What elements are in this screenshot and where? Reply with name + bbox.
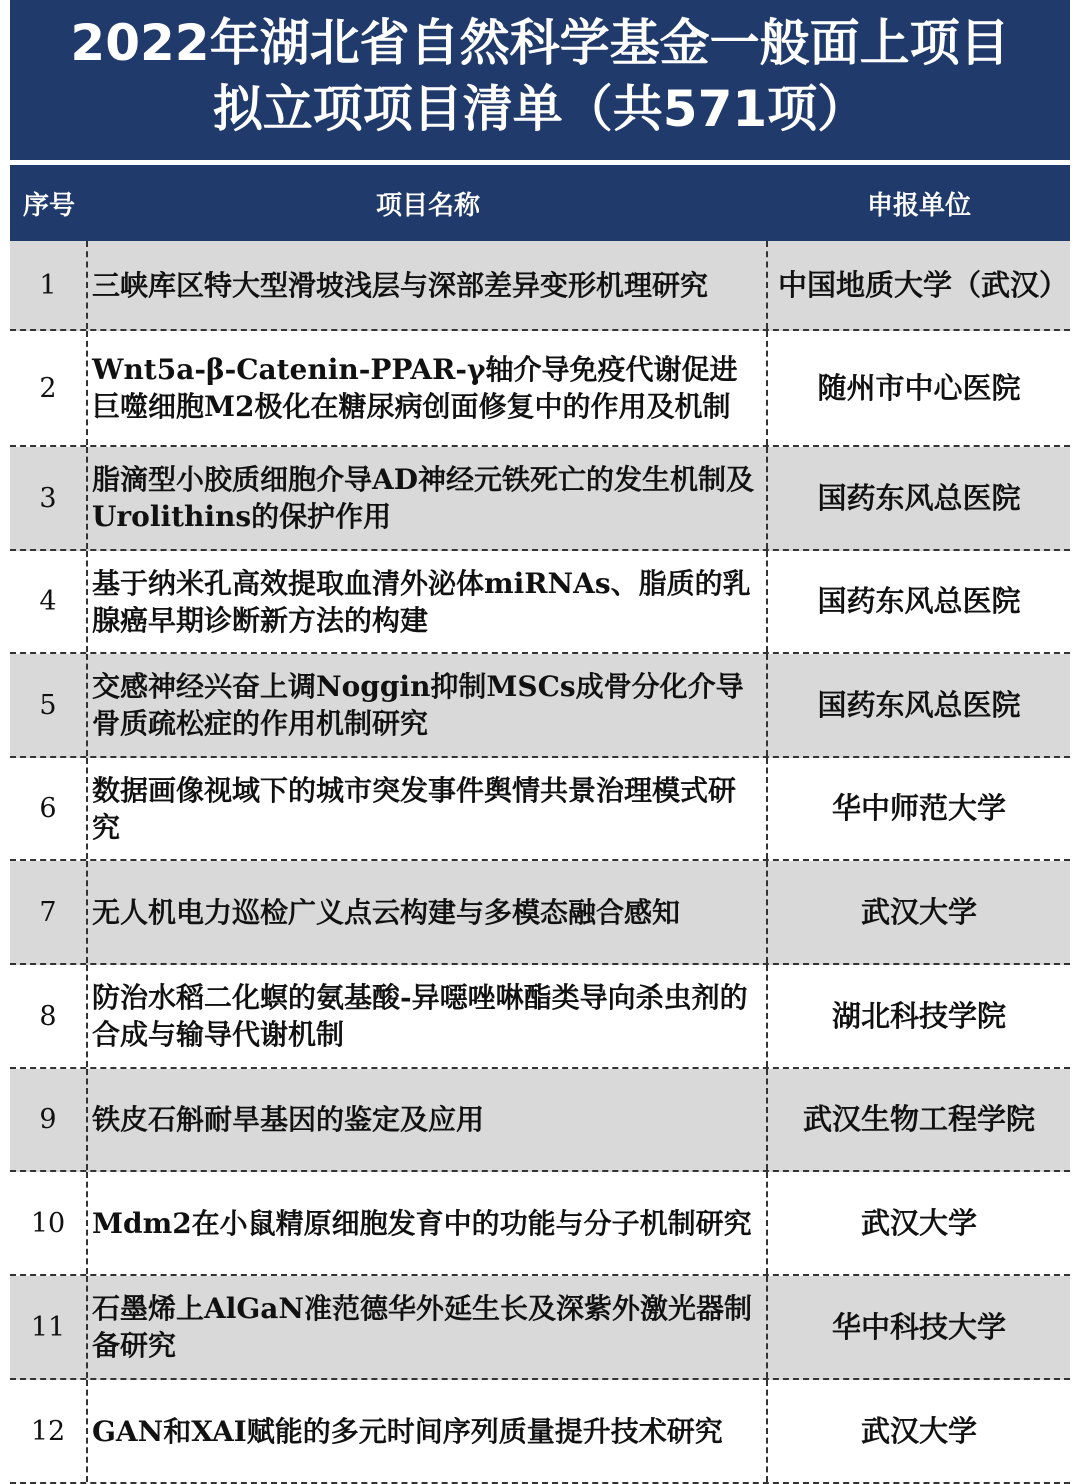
applicant-unit: 华中科技大学 (831, 1309, 1006, 1344)
row-number: 7 (10, 861, 88, 963)
table-row (10, 447, 1070, 551)
applicant-unit: 中国地质大学（武汉） (778, 267, 1069, 302)
table-row (10, 654, 1070, 758)
applicant-unit: 武汉生物工程学院 (802, 1102, 1035, 1136)
header-project-name: 项目名称 (375, 190, 480, 221)
row-number: 9 (10, 1069, 88, 1170)
project-name: 数据画像视域下的城市突发事件舆情共景治理模式研究 (88, 758, 768, 859)
table-row (10, 861, 1070, 965)
project-name: GAN和XAI赋能的多元时间序列质量提升技术研究 (88, 1380, 768, 1482)
title-line-1: 2022年湖北省自然科学基金一般面上项目 (70, 14, 1010, 72)
row-number: 11 (10, 1276, 88, 1378)
project-name: 防治水稻二化螟的氨基酸-异噁唑啉酯类导向杀虫剂的合成与输导代谢机制 (88, 965, 768, 1067)
project-name: 铁皮石斛耐旱基因的鉴定及应用 (88, 1069, 768, 1170)
project-name: 无人机电力巡检广义点云构建与多模态融合感知 (88, 861, 768, 963)
row-number: 8 (10, 965, 88, 1067)
header-applicant-unit: 申报单位 (866, 190, 971, 221)
row-number: 1 (10, 241, 88, 329)
table-row (10, 1069, 1070, 1172)
row-number: 4 (10, 551, 88, 652)
row-number: 3 (10, 447, 88, 549)
table-row (10, 1172, 1070, 1276)
project-name: 交感神经兴奋上调Noggin抑制MSCs成骨分化介导骨质疏松症的作用机制研究 (88, 654, 768, 756)
row-number: 5 (10, 654, 88, 756)
applicant-unit: 武汉大学 (860, 1205, 977, 1240)
applicant-unit: 湖北科技学院 (831, 998, 1006, 1033)
applicant-unit: 国药东风总医院 (817, 480, 1021, 515)
row-number: 12 (10, 1380, 88, 1482)
row-number: 2 (10, 331, 88, 445)
header-number: 序号 (22, 190, 75, 221)
table-row (10, 1380, 1070, 1484)
applicant-unit: 武汉大学 (860, 894, 977, 929)
applicant-unit: 武汉大学 (860, 1413, 977, 1448)
table-row (10, 241, 1070, 331)
row-number: 10 (10, 1172, 88, 1274)
project-name: 基于纳米孔高效提取血清外泌体miRNAs、脂质的乳腺癌早期诊断新方法的构建 (88, 551, 768, 652)
table-row (10, 1276, 1070, 1380)
applicant-unit: 国药东风总医院 (817, 687, 1021, 722)
row-number: 6 (10, 758, 88, 859)
table-row (10, 551, 1070, 654)
table-row (10, 758, 1070, 861)
applicant-unit: 随州市中心医院 (817, 370, 1021, 405)
project-name: 三峡库区特大型滑坡浅层与深部差异变形机理研究 (88, 241, 768, 329)
table-row (10, 965, 1070, 1069)
project-name: Mdm2在小鼠精原细胞发育中的功能与分子机制研究 (88, 1172, 768, 1274)
table-row (10, 331, 1070, 447)
table-body (10, 241, 1070, 1484)
table-header (10, 165, 1070, 241)
applicant-unit: 华中师范大学 (831, 791, 1006, 825)
project-name: 石墨烯上AlGaN准范德华外延生长及深紫外激光器制备研究 (88, 1276, 768, 1378)
page-title (10, 0, 1070, 160)
project-name: 脂滴型小胶质细胞介导AD神经元铁死亡的发生机制及Urolithins的保护作用 (88, 447, 768, 549)
title-line-2: 拟立项项目清单（共571项） (212, 80, 868, 138)
project-name: Wnt5a-β-Catenin-PPAR-γ轴介导免疫代谢促进巨噬细胞M2极化在糖尿病创面修复中的作用及机制 (88, 331, 768, 445)
applicant-unit: 国药东风总医院 (817, 584, 1021, 618)
